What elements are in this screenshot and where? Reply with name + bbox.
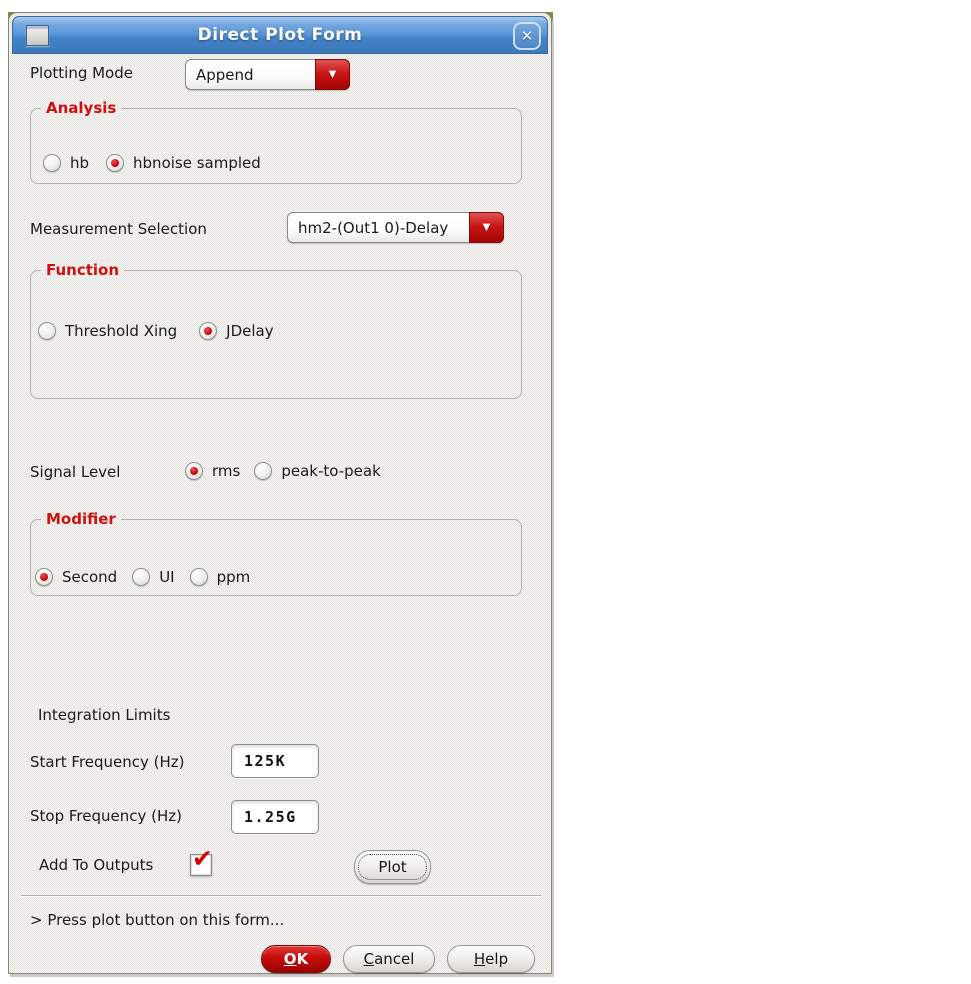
close-icon: ✕ <box>520 26 534 45</box>
start-frequency-input[interactable] <box>231 744 319 778</box>
plot-button-label: Plot <box>378 858 407 876</box>
close-button[interactable] <box>513 22 541 50</box>
help-button[interactable] <box>447 945 535 973</box>
add-to-outputs-checkbox[interactable] <box>190 844 213 876</box>
signal-level-label: Signal Level <box>30 463 121 481</box>
status-message: > Press plot button on this form... <box>30 911 285 929</box>
radio-ui-label[interactable]: UI <box>159 568 175 586</box>
radio-threshold-xing[interactable] <box>38 322 56 340</box>
help-button-label: Help <box>473 950 509 968</box>
function-group-title: Function <box>46 261 120 279</box>
radio-second[interactable] <box>35 568 53 586</box>
modifier-options <box>35 568 250 586</box>
chevron-down-icon[interactable]: ▼ <box>469 212 504 243</box>
radio-peak-to-peak[interactable] <box>254 462 272 480</box>
stop-frequency-input[interactable] <box>231 800 319 834</box>
radio-ppm[interactable] <box>190 568 208 586</box>
titlebar[interactable] <box>12 16 548 54</box>
start-frequency-label: Start Frequency (Hz) <box>30 753 185 771</box>
ok-button[interactable] <box>261 945 331 973</box>
radio-rms-label[interactable]: rms <box>212 462 241 480</box>
check-icon: ✔ <box>192 844 213 873</box>
radio-ui[interactable] <box>132 568 150 586</box>
plot-button[interactable] <box>354 850 431 884</box>
radio-second-label[interactable]: Second <box>62 568 118 586</box>
plotting-mode-value: Append <box>196 65 254 84</box>
chevron-down-icon[interactable]: ▼ <box>315 59 350 90</box>
radio-hbnoise-sampled[interactable] <box>106 154 124 172</box>
stop-frequency-label: Stop Frequency (Hz) <box>30 807 182 825</box>
signal-level-options <box>185 462 381 480</box>
function-options <box>38 322 274 340</box>
cancel-button-label: Cancel <box>363 950 415 968</box>
cancel-button[interactable] <box>343 945 435 973</box>
radio-jdelay[interactable] <box>199 322 217 340</box>
window-menu-icon[interactable] <box>26 25 49 46</box>
ok-button-label: OK <box>283 950 309 968</box>
radio-hb-label[interactable]: hb <box>70 154 90 172</box>
radio-threshold-xing-label[interactable]: Threshold Xing <box>65 322 178 340</box>
integration-limits-heading: Integration Limits <box>38 706 171 724</box>
window-title: Direct Plot Form <box>197 25 363 45</box>
radio-ppm-label[interactable]: ppm <box>216 568 251 586</box>
plotting-mode-label: Plotting Mode <box>30 64 133 82</box>
direct-plot-form-dialog <box>8 12 552 974</box>
radio-hbnoise-sampled-label[interactable]: hbnoise sampled <box>133 154 261 172</box>
radio-rms[interactable] <box>185 462 203 480</box>
plotting-mode-dropdown[interactable] <box>185 59 350 90</box>
analysis-group-title: Analysis <box>46 99 117 117</box>
measurement-selection-label: Measurement Selection <box>30 220 207 238</box>
separator <box>21 895 541 897</box>
radio-peak-to-peak-label[interactable]: peak-to-peak <box>281 462 381 480</box>
analysis-options <box>43 154 261 172</box>
measurement-selection-value: hm2-(Out1 0)-Delay <box>298 218 449 237</box>
radio-hb[interactable] <box>43 154 61 172</box>
radio-jdelay-label[interactable]: JDelay <box>226 322 274 340</box>
modifier-group-title: Modifier <box>46 510 116 528</box>
measurement-selection-dropdown[interactable] <box>287 212 504 243</box>
add-to-outputs-label: Add To Outputs <box>39 856 154 874</box>
